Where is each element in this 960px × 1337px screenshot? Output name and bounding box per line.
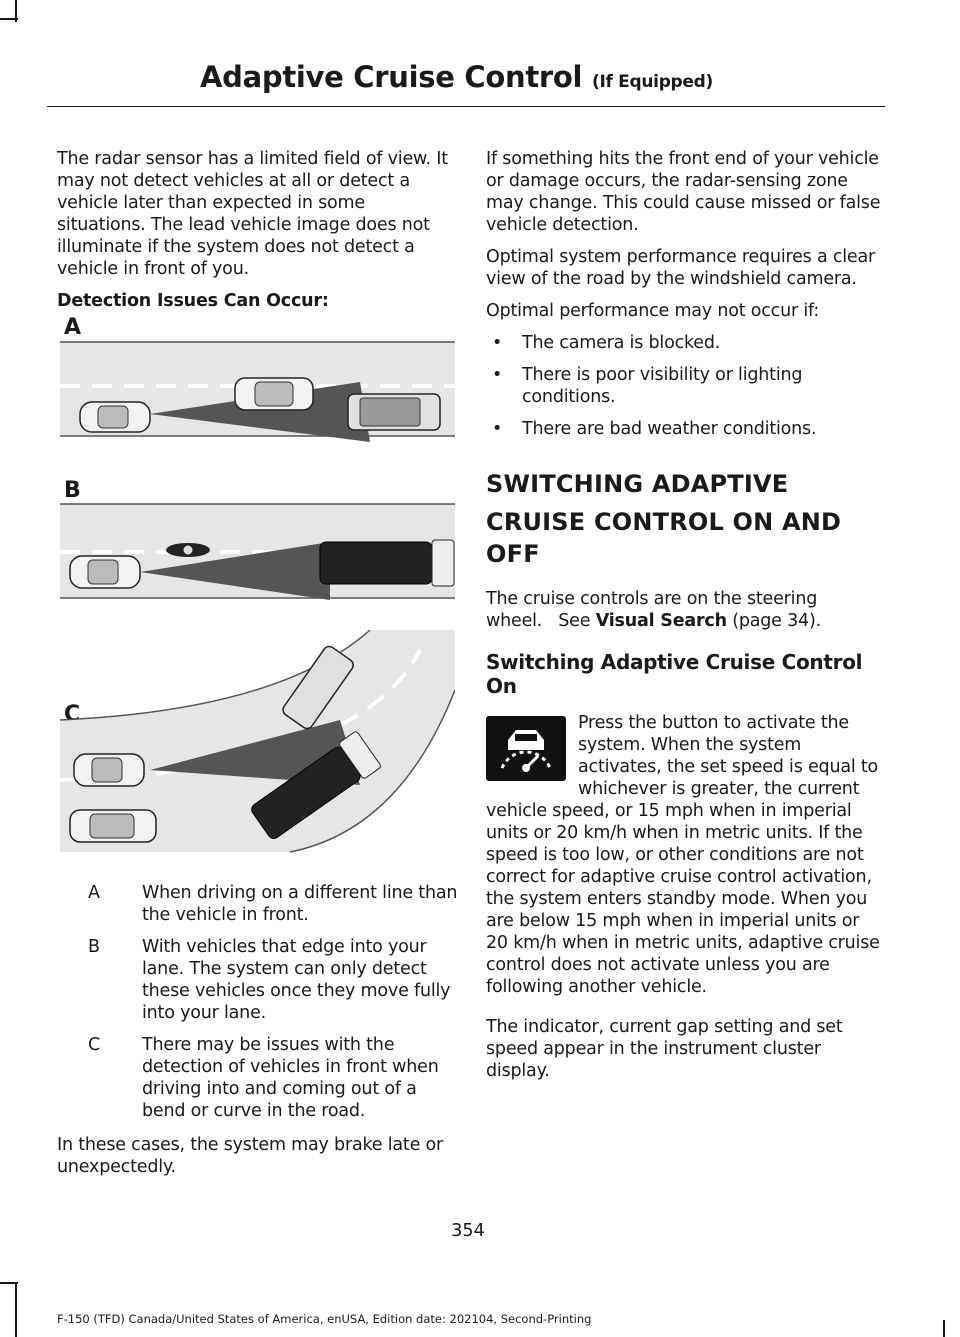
paragraph-indicator: The indicator, current gap setting and set speed appear in the instrument cluster display. [486,1017,843,1081]
tanker-truck-b [320,540,454,586]
section-heading-line-2: CRUISE CONTROL ON AND OFF [486,508,842,568]
steering-text: The cruise controls are on the steering wheel. [486,589,818,631]
legend-text: There may be issues with the detection of vehicles in front when driving into and coming out of a bend or curve in the road. [142,1035,439,1121]
car-own-a [80,402,150,432]
list-item: • There is poor visibility or lighting conditions. [486,364,881,408]
sub-heading: Switching Adaptive Cruise Control On [486,650,863,698]
paragraph-camera-view: Optimal system performance requires a clear view of the road by the windshield camera. [486,247,876,289]
legend-row-a [88,882,458,926]
paragraph-activation: Press the button to activate the system. When the system activates, the set speed is equal to whichever is greater, the current vehicle speed, or 15 mph when in imperial units or 20 km/h when in metric units. If the speed is too low, or other conditions are not correct for adaptive cruise control activation, the system enters standby mode. When you are below 15 mph when in imperial units or 20 km/h when in metric units, adaptive cruise control does not activate unless you are following another vehicle. [486,713,880,997]
adaptive-cruise-icon [486,716,566,781]
crop-mark-tl-h [0,18,18,20]
legend-row-c [88,1034,458,1122]
page-header-title [200,60,713,94]
header-title-main: Adaptive Cruise Control [199,60,583,94]
crop-mark-br-v [943,1320,945,1337]
edition-footer: F-150 (TFD) Canada/United States of America, enUSA, Edition date: 202104, Second-Printing [57,1312,592,1326]
figure-c-letter: C [64,702,81,727]
crop-mark-bl-h [0,1282,18,1284]
list-item: • The camera is blocked. [486,332,881,354]
figure-legend [88,882,458,1132]
legend-text: With vehicles that edge into your lane. The system can only detect these vehicles once they move fully into your lane. [142,937,451,1023]
detection-heading: Detection Issues Can Occur: [57,291,329,311]
legend-row-b [88,936,458,1024]
section-heading-line-1: SWITCHING ADAPTIVE [486,470,789,498]
car-second-c [70,810,156,842]
closing-paragraph: In these cases, the system may brake late or unexpectedly. [57,1135,444,1177]
car-own-b [70,556,140,588]
legend-key: C [88,1035,101,1055]
paragraph-optimal: Optimal performance may not occur if: [486,301,820,321]
paragraph-steering-controls [486,588,881,632]
header-title-qualifier: (If Equipped) [591,72,713,92]
list-item: • There are bad weather conditions. [486,418,881,440]
page-reference: (page 34). [732,611,821,631]
section-heading [486,468,881,570]
car-own-c [74,754,144,786]
figure-b-letter: B [64,478,81,503]
page-number: 354 [451,1221,485,1241]
header-rule [47,106,885,107]
paragraph-front-damage: If something hits the front end of your vehicle or damage occurs, the radar-sensing zone may change. This could cause missed or false vehicle detection. [486,149,881,235]
intro-paragraph: The radar sensor has a limited field of view. It may not detect vehicles at all or detect a vehicle later than expected in some situations. The lead vehicle image does not illuminate if the system does not detect a vehicle in front of you. [57,149,448,279]
conditions-list [486,332,881,440]
crop-mark-bl-v [15,1282,17,1337]
see-text: See [558,611,591,631]
legend-text: When driving on a different line than the vehicle in front. [142,883,458,925]
figure-a-letter: A [64,315,82,340]
figure-a-illustration [60,338,455,448]
visual-search-link[interactable]: Visual Search [595,611,727,631]
left-column [57,148,457,322]
closing-block [57,1134,457,1188]
car-lead-a [235,378,313,410]
figure-b-illustration [60,502,455,602]
motorcycle-b [166,543,210,557]
truck-a [348,394,440,430]
right-column [486,148,881,1092]
figure-c-illustration [60,630,455,855]
legend-key: A [88,883,100,903]
legend-key: B [88,937,100,957]
